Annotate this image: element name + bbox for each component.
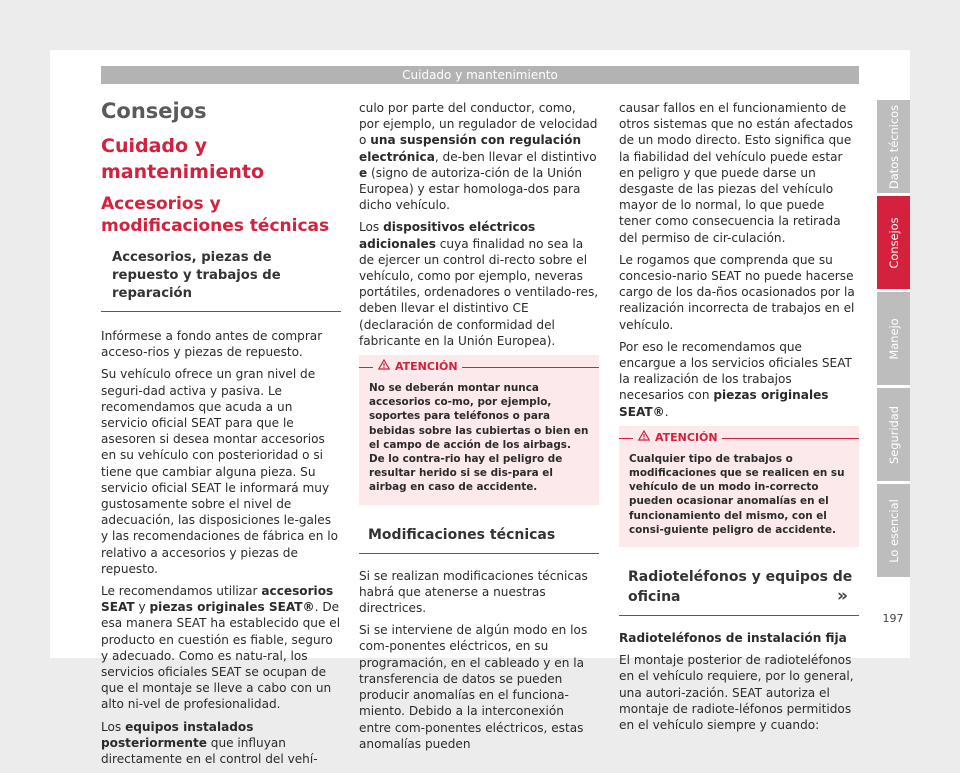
tab-lo-esencial[interactable]: Lo esencial: [877, 484, 910, 577]
paragraph: Su vehículo ofrece un gran nivel de seguri-dad activa y pasiva. Le recomendamos que acuda a un servicio oficial SEAT para que le asesoren si desea montar accesorios en su vehículo con posterioridad o si tiene que cambiar alguna pieza. Su servicio oficial SEAT le informará muy gustosamente sobre el nivel de adecuación, las disposiciones le-gales y las recomendaciones de fábrica en lo relativo a accesorios y piezas de repuesto.: [101, 367, 338, 576]
page-number: 197: [882, 612, 904, 625]
warning-text: Cualquier tipo de trabajos o modificaciones que se realicen en su vehículo de un modo in-correcto pueden ocasionar anomalías en el funcionamiento del mismo, con el consi-guiente peligro de accidente.: [629, 452, 845, 536]
heading-rule: [619, 615, 859, 616]
paragraph: Los equipos instalados posteriormente que influyan directamente en el control del vehí-: [101, 719, 318, 767]
paragraph: causar fallos en el funcionamiento de otros sistemas que no están afectados de un modo directo. Esto significa que la fiabilidad del vehículo puede estar en peligro y que puede darse un desgaste de las piezas del vehículo mayor de lo normal, lo que puede tener como consecuencia la retirada del permiso de cir-culación.: [619, 101, 854, 245]
tab-seguridad[interactable]: Seguridad: [877, 388, 910, 481]
warning-box: [619, 426, 859, 547]
warning-title: ATENCIÓN: [655, 430, 718, 444]
heading-consejos: Consejos: [101, 99, 207, 123]
warning-text: No se deberán montar nunca accesorios co-mo, por ejemplo, soportes para teléfonos o para bebidas sobre las cubiertas o bien en el campo de acción de los airbags. De lo contra-rio hay el peligro de resultar herido si se dis-para el airbag en caso de accidente.: [369, 382, 589, 494]
continue-arrow-icon: »: [837, 586, 848, 606]
warning-triangle-icon: [377, 359, 390, 375]
paragraph: Infórmese a fondo antes de comprar acceso-rios y piezas de repuesto.: [101, 329, 323, 360]
subheading-instalacion: Radioteléfonos de instalación fija: [619, 631, 847, 646]
side-tabs: [877, 100, 910, 580]
tab-consejos[interactable]: Consejos: [877, 196, 910, 289]
paragraph: Por eso le recomendamos que encargue a los servicios oficiales SEAT la realización de los trabajos necesarios con piezas originales SEAT®.: [619, 339, 852, 419]
tab-datos-tecnicos[interactable]: Datos técnicos: [877, 100, 910, 193]
heading-rule: [101, 311, 341, 312]
column-2: [359, 100, 599, 758]
heading-accesorios: Accesorios y modificaciones técnicas: [101, 194, 330, 236]
warning-box: [359, 355, 599, 505]
paragraph: culo por parte del conductor, como, por ejemplo, un regulador de velocidad o una suspensión con regulación electrónica, de-ben llevar el distintivo e (signo de autoriza-ción de la Unión Europea) y estar homologa-dos para dicho vehículo.: [359, 101, 598, 213]
heading-cuidado: Cuidado y mantenimiento: [101, 135, 265, 183]
paragraph: Los dispositivos eléctricos adicionales cuya finalidad no sea la de ejercer un control di-recto sobre el vehículo, como por ejemplo, neveras portátiles, ordenadores o ventilado-res, deben llevar el distintivo CE (declaración de conformidad del fabricante en la Unión Europea).: [359, 220, 599, 348]
column-3: [619, 100, 859, 739]
paragraph: Si se interviene de algún modo en los com-ponentes eléctricos, en su programación, en el cableado y en la transferencia de datos se pueden producir anomalías en el funciona-miento. Debido a la interconexión entre com-ponentes eléctricos, estas anomalías pueden: [359, 623, 588, 751]
header-bar: [101, 66, 859, 84]
paragraph: Si se realizan modificaciones técnicas habrá que atenerse a nuestras directrices.: [359, 568, 588, 616]
warning-triangle-icon: [637, 430, 650, 446]
paragraph: Le recomendamos utilizar accesorios SEAT y piezas originales SEAT®. De esa manera SEAT ha establecido que el producto en cuestión es fiable, seguro y adecuado. Como es natu-ral, los servicios oficiales SEAT se ocupan de que el montaje se lleve a cabo con un alto ni-vel de profesionalidad.: [101, 584, 341, 712]
column-1: [101, 98, 341, 773]
header-title: Cuidado y mantenimiento: [402, 68, 558, 82]
heading-radiotelefonos: Radioteléfonos y equipos de oficina: [628, 569, 853, 606]
tab-manejo[interactable]: Manejo: [877, 292, 910, 385]
paragraph: Le rogamos que comprenda que su concesio-nario SEAT no puede hacerse cargo de los da-ños ocasionados por la realización incorrecta de trabajos en el vehículo.: [619, 252, 855, 332]
heading-piezas: Accesorios, piezas de repuesto y trabajos de reparación: [112, 250, 281, 301]
warning-title: ATENCIÓN: [395, 360, 458, 374]
heading-modificaciones: Modificaciones técnicas: [368, 526, 556, 543]
paragraph: El montaje posterior de radioteléfonos en el vehículo requiere, por lo general, una autori-zación. SEAT autoriza el montaje de radiote-léfonos permitidos en el vehículo siempre y cuando:: [619, 653, 854, 733]
heading-rule: [359, 553, 599, 554]
